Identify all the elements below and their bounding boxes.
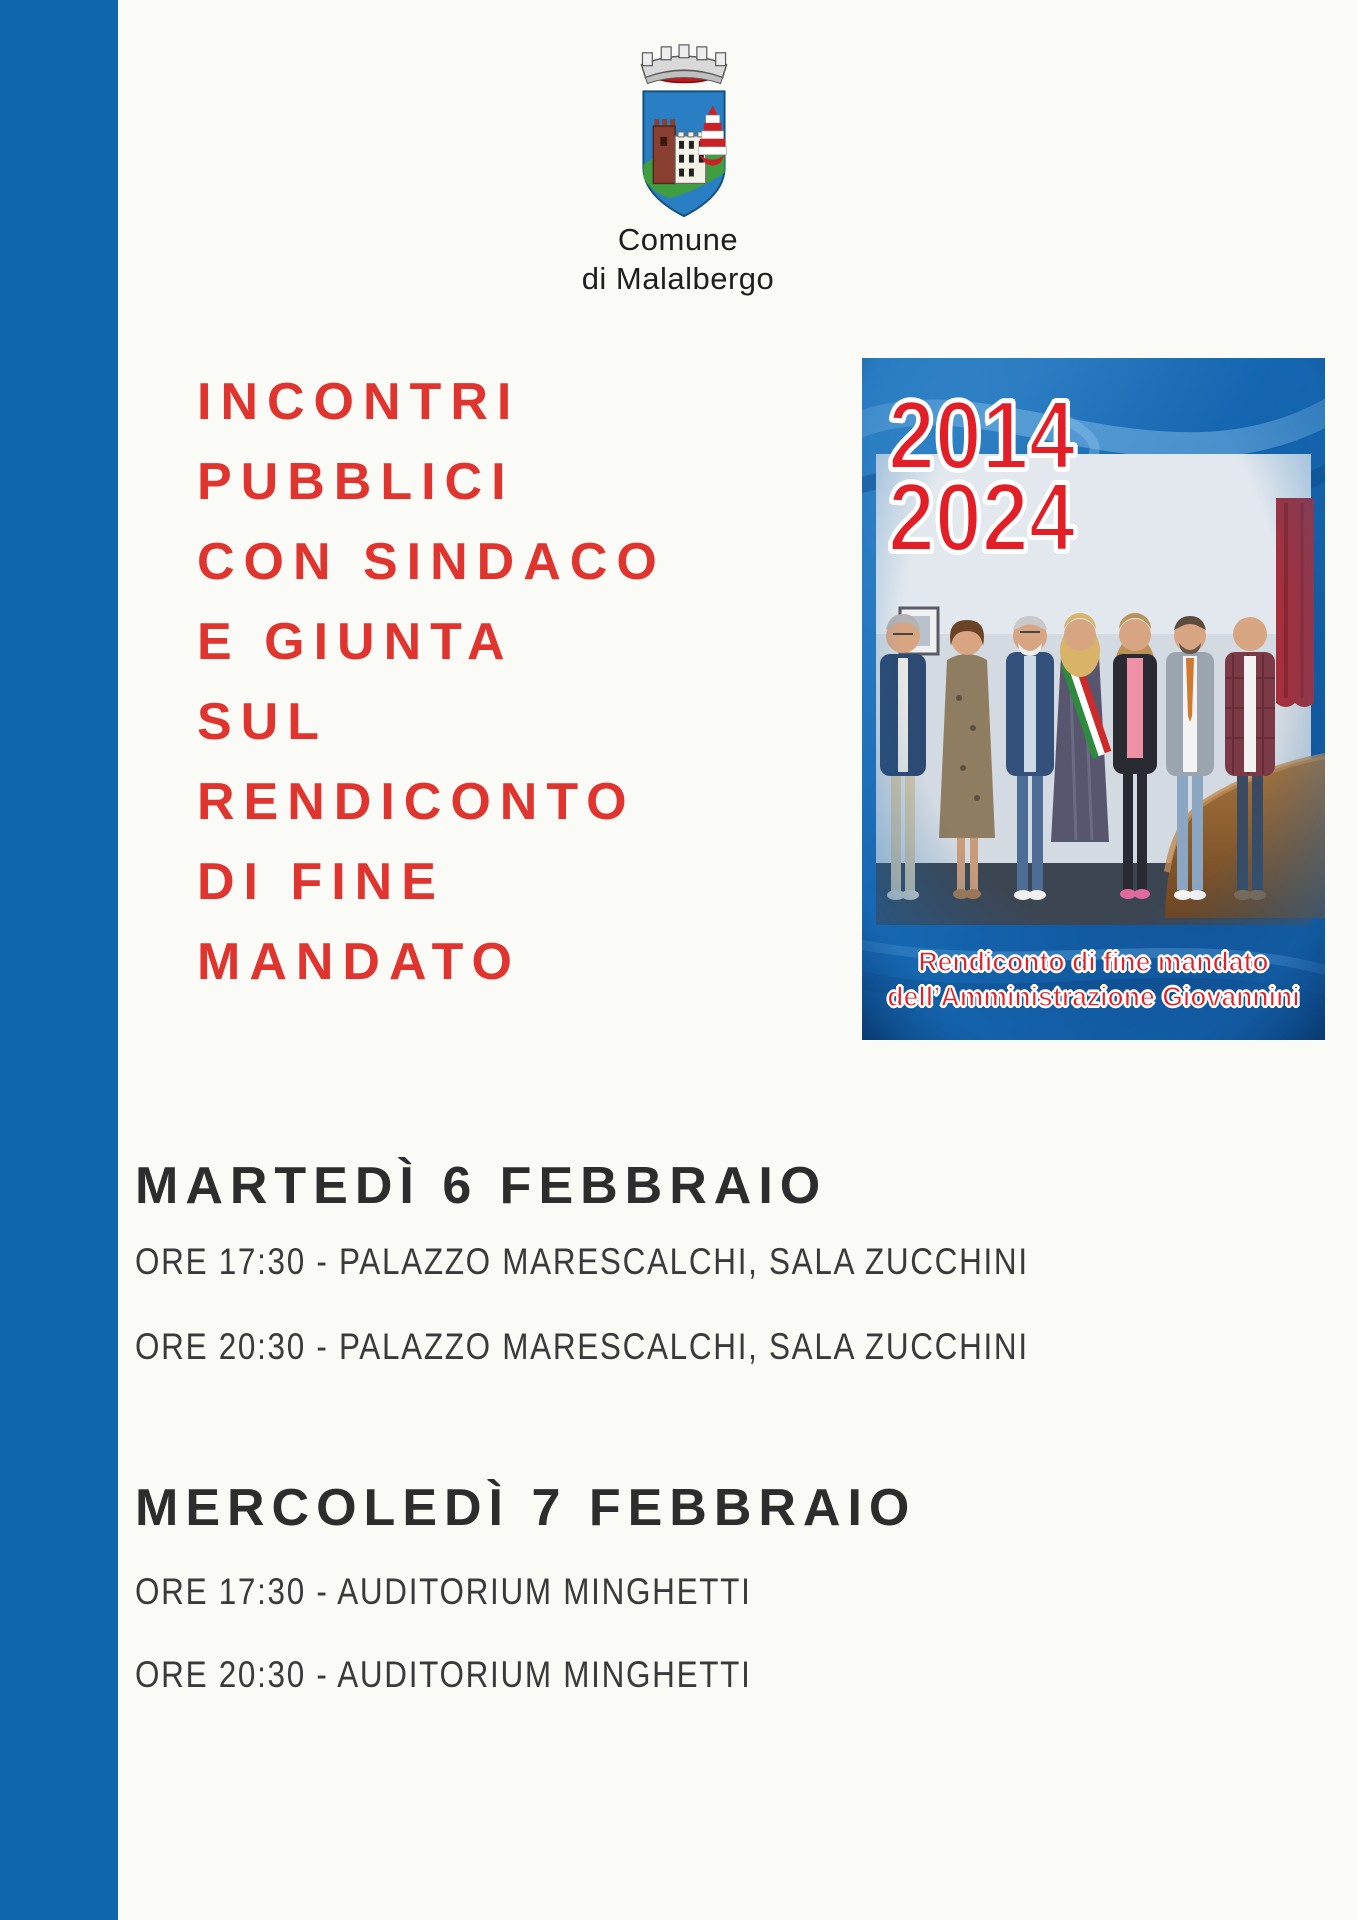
year-start: 2014 bbox=[888, 380, 1076, 490]
title-line: CON SINDACO bbox=[197, 533, 666, 591]
title-line: SUL bbox=[197, 693, 328, 751]
municipality-name-line1: Comune bbox=[617, 222, 739, 257]
cover-caption bbox=[874, 944, 1314, 1014]
cover-caption-line2: dell’Amministrazione Giovannini bbox=[887, 981, 1300, 1012]
event-text: ORE 17:30 - AUDITORIUM MINGHETTI bbox=[135, 1571, 752, 1612]
cover-caption-line1: Rendiconto di fine mandato bbox=[918, 946, 1269, 977]
municipality-name-line2: di Malalbergo bbox=[581, 261, 775, 296]
event-text: ORE 17:30 - PALAZZO MARESCALCHI, SALA ZUCCHINI bbox=[135, 1241, 1029, 1282]
municipal-crest-icon bbox=[629, 34, 739, 222]
shield bbox=[643, 91, 726, 216]
title-line: DI FINE bbox=[197, 853, 445, 911]
title-line: MANDATO bbox=[197, 933, 521, 991]
event-line bbox=[135, 1325, 1187, 1369]
tower bbox=[653, 119, 675, 183]
title-line: RENDICONTO bbox=[197, 773, 636, 831]
event-line bbox=[135, 1240, 1187, 1284]
year-end: 2024 bbox=[888, 462, 1076, 572]
mandate-years bbox=[888, 380, 1076, 572]
title-line: INCONTRI bbox=[197, 373, 521, 431]
title-line: E GIUNTA bbox=[197, 613, 514, 671]
event-line bbox=[135, 1653, 860, 1697]
event-line bbox=[135, 1570, 860, 1614]
day-heading-2: MERCOLEDÌ 7 FEBBRAIO bbox=[135, 1479, 917, 1537]
title-line: PUBBLICI bbox=[197, 453, 515, 511]
left-accent-bar bbox=[0, 0, 118, 1920]
day-heading-1: MARTEDÌ 6 FEBBRAIO bbox=[135, 1157, 828, 1215]
mural-crown bbox=[641, 45, 726, 84]
municipality-name bbox=[478, 220, 878, 298]
mandate-report-cover bbox=[862, 358, 1325, 1040]
poster-title bbox=[197, 362, 666, 1002]
event-text: ORE 20:30 - PALAZZO MARESCALCHI, SALA ZUCCHINI bbox=[135, 1326, 1029, 1367]
event-text: ORE 20:30 - AUDITORIUM MINGHETTI bbox=[135, 1654, 752, 1695]
